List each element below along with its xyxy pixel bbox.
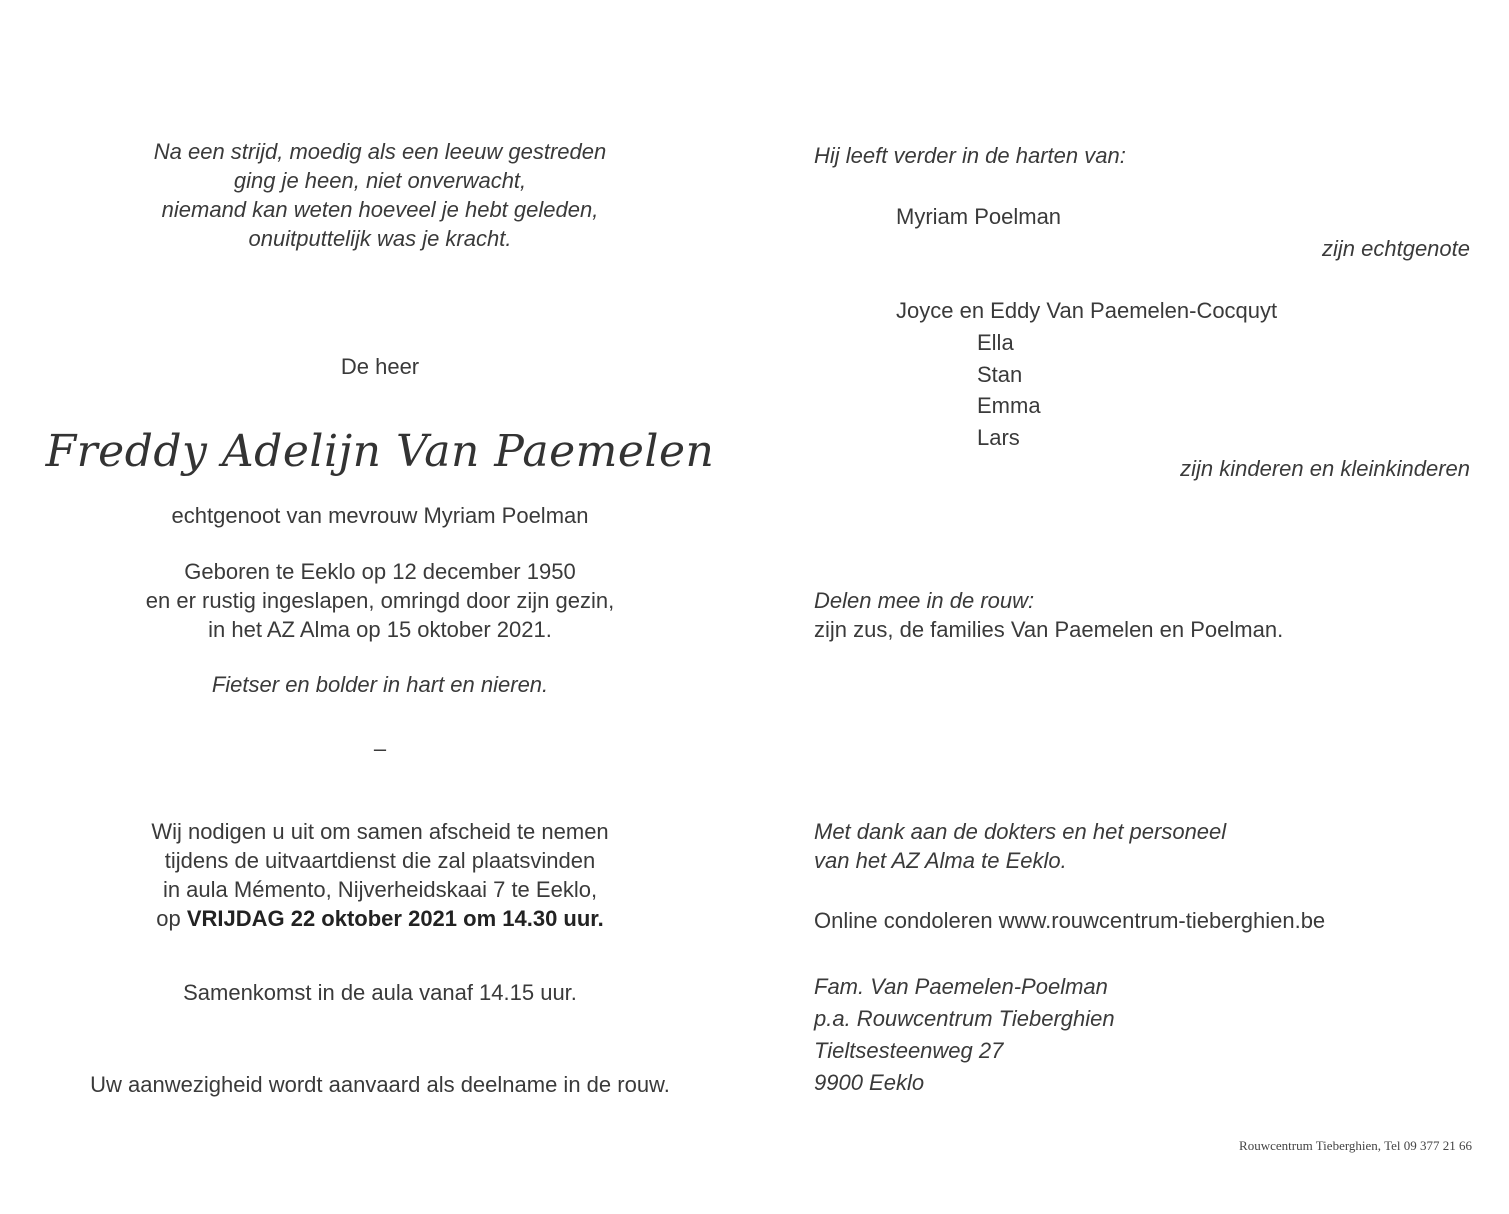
poem-line: onuitputtelijk was je kracht. (248, 226, 512, 251)
birth-line: in het AZ Alma op 15 oktober 2021. (208, 617, 552, 642)
online-condolences: Online condoleren www.rouwcentrum-tieberghien.be (814, 908, 1326, 933)
poem (0, 137, 760, 253)
attendance-note: Uw aanwezigheid wordt aanvaard als deelname in de rouw. (90, 1072, 670, 1097)
survivors-intro: Hij leeft verder in de harten van: (814, 143, 1126, 168)
birth-line: Geboren te Eeklo op 12 december 1950 (184, 559, 576, 584)
gathering-info: Samenkomst in de aula vanaf 14.15 uur. (183, 980, 577, 1005)
poem-line: niemand kan weten hoeveel je hebt geleden, (161, 197, 599, 222)
correspondence-address (814, 971, 1115, 1099)
thanks-line: Met dank aan de dokters en het personeel (814, 819, 1227, 844)
invite-date: VRIJDAG 22 oktober 2021 om 14.30 uur. (186, 906, 604, 931)
thanks-line: van het AZ Alma te Eeklo. (814, 848, 1067, 873)
grandchild-name: Emma (977, 393, 1041, 418)
grandchild-name: Stan (977, 362, 1023, 387)
invite-date-line (0, 904, 760, 933)
funeral-home-footer: Rouwcentrum Tieberghien, Tel 09 377 21 66 (1239, 1138, 1472, 1153)
birth-line: en er rustig ingeslapen, omringd door zijn gezin, (145, 588, 615, 613)
motto: Fietser en bolder in hart en nieren. (211, 672, 549, 697)
birth-info (0, 557, 760, 644)
address-line: Fam. Van Paemelen-Poelman (814, 974, 1108, 999)
grandchild-name: Lars (977, 425, 1020, 450)
spouse-name: Myriam Poelman (896, 204, 1062, 229)
address-line: Tieltsesteenweg 27 (814, 1038, 1004, 1063)
separator: – (373, 736, 387, 761)
children-couple: Joyce en Eddy Van Paemelen-Cocquyt (896, 298, 1278, 323)
deceased-name: Freddy Adelijn Van Paemelen (45, 426, 715, 477)
invite-line: Wij nodigen u uit om samen afscheid te nemen (151, 819, 609, 844)
invite-date-prefix: op (156, 906, 187, 931)
address-line: 9900 Eeklo (814, 1070, 925, 1095)
poem-line: Na een strijd, moedig als een leeuw gestreden (153, 139, 607, 164)
address-line: p.a. Rouwcentrum Tieberghien (814, 1006, 1115, 1031)
mourning-intro: Delen mee in de rouw: (814, 588, 1035, 613)
grandchild-name: Ella (977, 330, 1014, 355)
invitation (0, 817, 760, 933)
mourning-text: zijn zus, de families Van Paemelen en Poelman. (814, 617, 1284, 642)
poem-line: ging je heen, niet onverwacht, (233, 168, 527, 193)
invite-line: in aula Mémento, Nijverheidskaai 7 te Eeklo, (162, 877, 598, 902)
invite-line: tijdens de uitvaartdienst die zal plaatsvinden (164, 848, 596, 873)
thanks (814, 817, 1226, 875)
spouse-line: echtgenoot van mevrouw Myriam Poelman (171, 503, 589, 528)
children-role: zijn kinderen en kleinkinderen (1180, 456, 1470, 481)
salutation: De heer (340, 354, 420, 379)
spouse-role: zijn echtgenote (1322, 236, 1470, 261)
